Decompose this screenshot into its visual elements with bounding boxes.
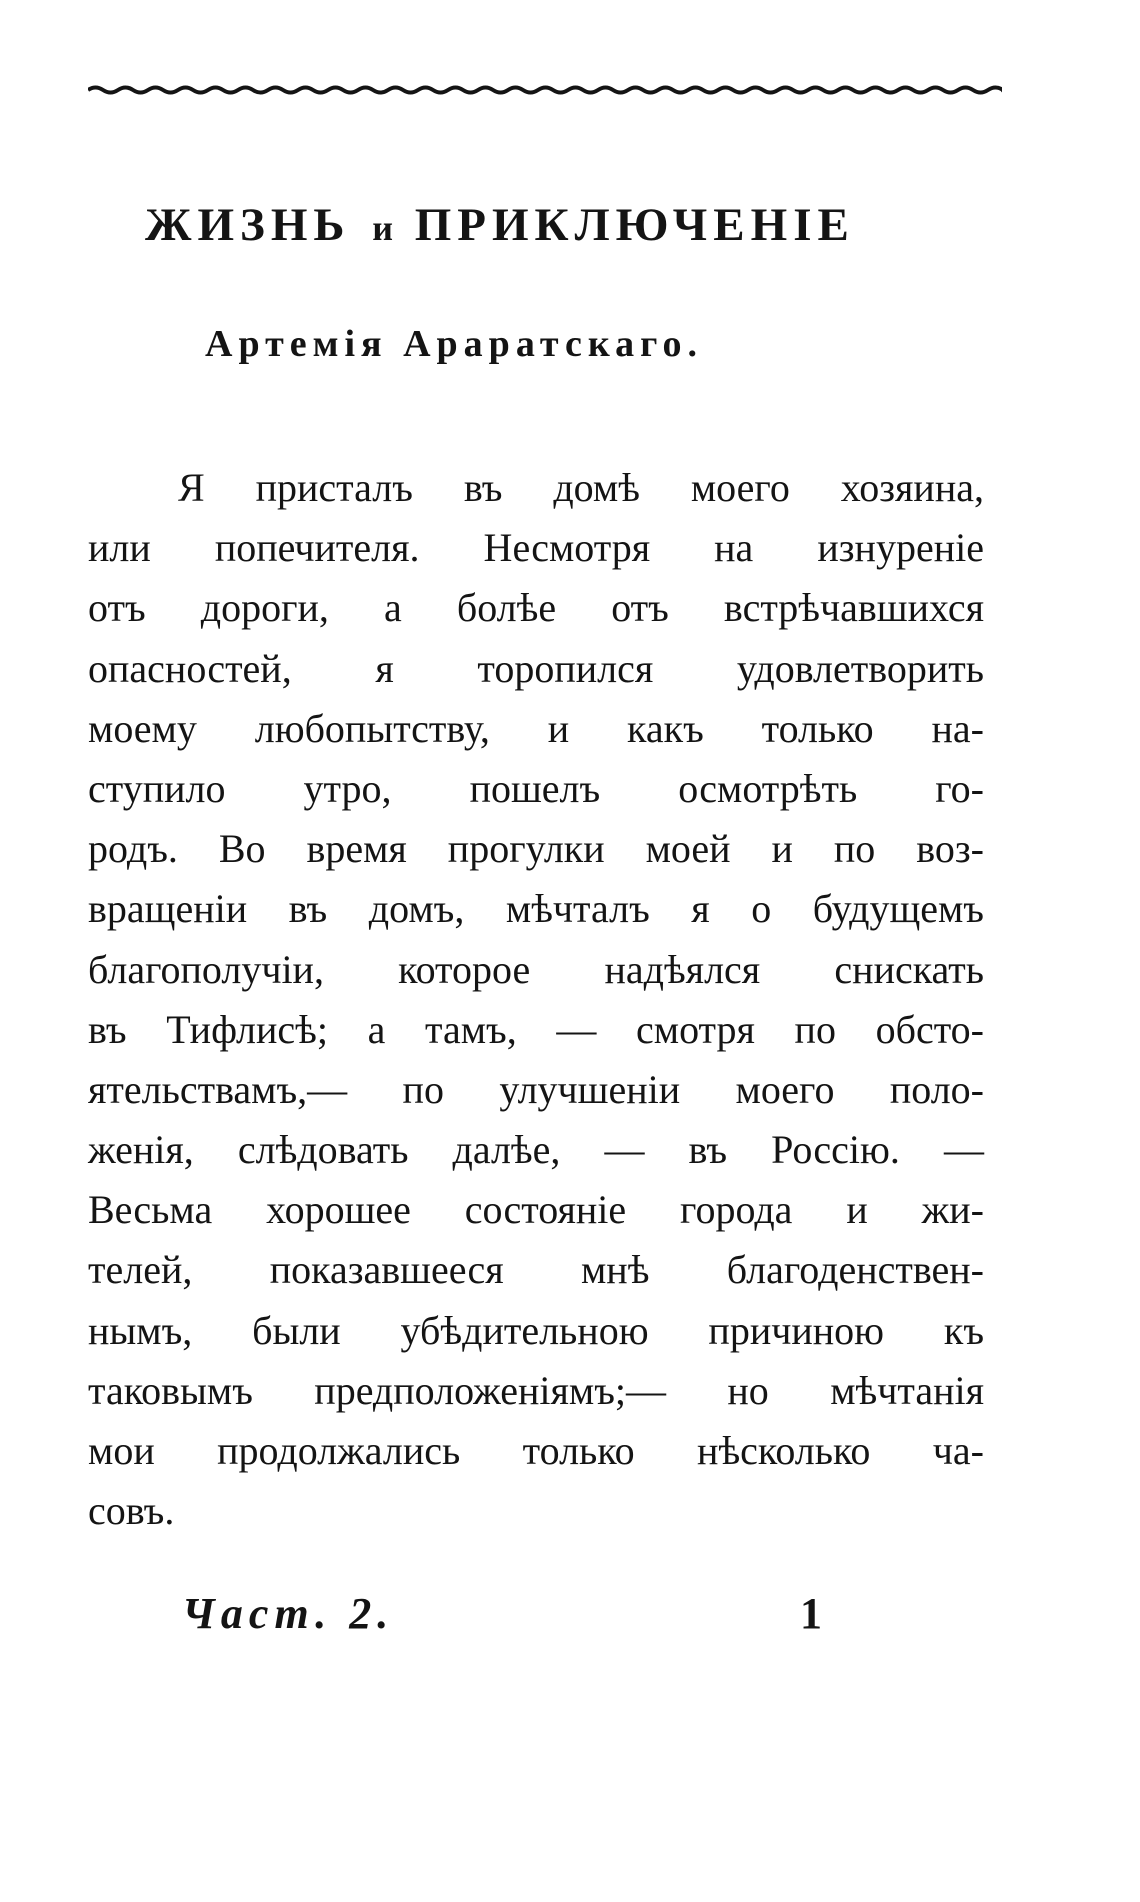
text-line: таковымъ предположеніямъ;— но мѣчтанія — [88, 1367, 984, 1413]
title-part-1: ЖИЗНЬ — [145, 199, 351, 251]
text-line: благополучіи, которое надѣялся снискать — [88, 946, 984, 992]
chapter-subtitle: Артемія Араратскаго. — [205, 323, 703, 365]
gathering-signature-mark: 1 — [800, 1589, 822, 1638]
text-line: родъ. Во время прогулки моей и по воз- — [88, 826, 984, 872]
text-line: ступило утро, пошелъ осмотрѣть го- — [88, 765, 984, 811]
text-line: опасностей, я торопился удовлетворить — [88, 645, 984, 691]
text-line: вращеніи въ домъ, мѣчталъ я о будущемъ — [88, 886, 984, 932]
decorative-wavy-rule — [88, 78, 1002, 102]
title-connector: и — [372, 208, 393, 248]
text-line: ятельствамъ,— по улучшеніи моего поло- — [88, 1066, 984, 1112]
text-line: женія, слѣдовать далѣе, — въ Россію. — — [88, 1127, 984, 1173]
text-line: Я присталъ въ домѣ моего хозяина, — [178, 465, 984, 510]
text-line: нымъ, были убѣдительною причиною къ — [88, 1307, 984, 1353]
text-line: или попечителя. Несмотря на изнуреніе — [88, 525, 984, 571]
body-paragraph — [88, 458, 984, 1541]
chapter-title — [145, 198, 905, 252]
text-line: телей, показавшееся мнѣ благоденствен- — [88, 1247, 984, 1293]
part-signature-label: Част. 2. — [182, 1589, 395, 1638]
text-line: моему любопытству, и какъ только на- — [88, 705, 984, 751]
title-part-2: ПРИКЛЮЧЕНІЕ — [414, 199, 855, 251]
text-line: мои продолжались только нѣсколько ча- — [88, 1428, 984, 1473]
text-line: Весьма хорошее состояніе города и жи- — [88, 1187, 984, 1233]
text-line: отъ дороги, а болѣе отъ встрѣчавшихся — [88, 585, 984, 631]
text-line: совъ. — [88, 1488, 175, 1534]
text-line: въ Тифлисѣ; а тамъ, — смотря по обсто- — [88, 1006, 984, 1052]
